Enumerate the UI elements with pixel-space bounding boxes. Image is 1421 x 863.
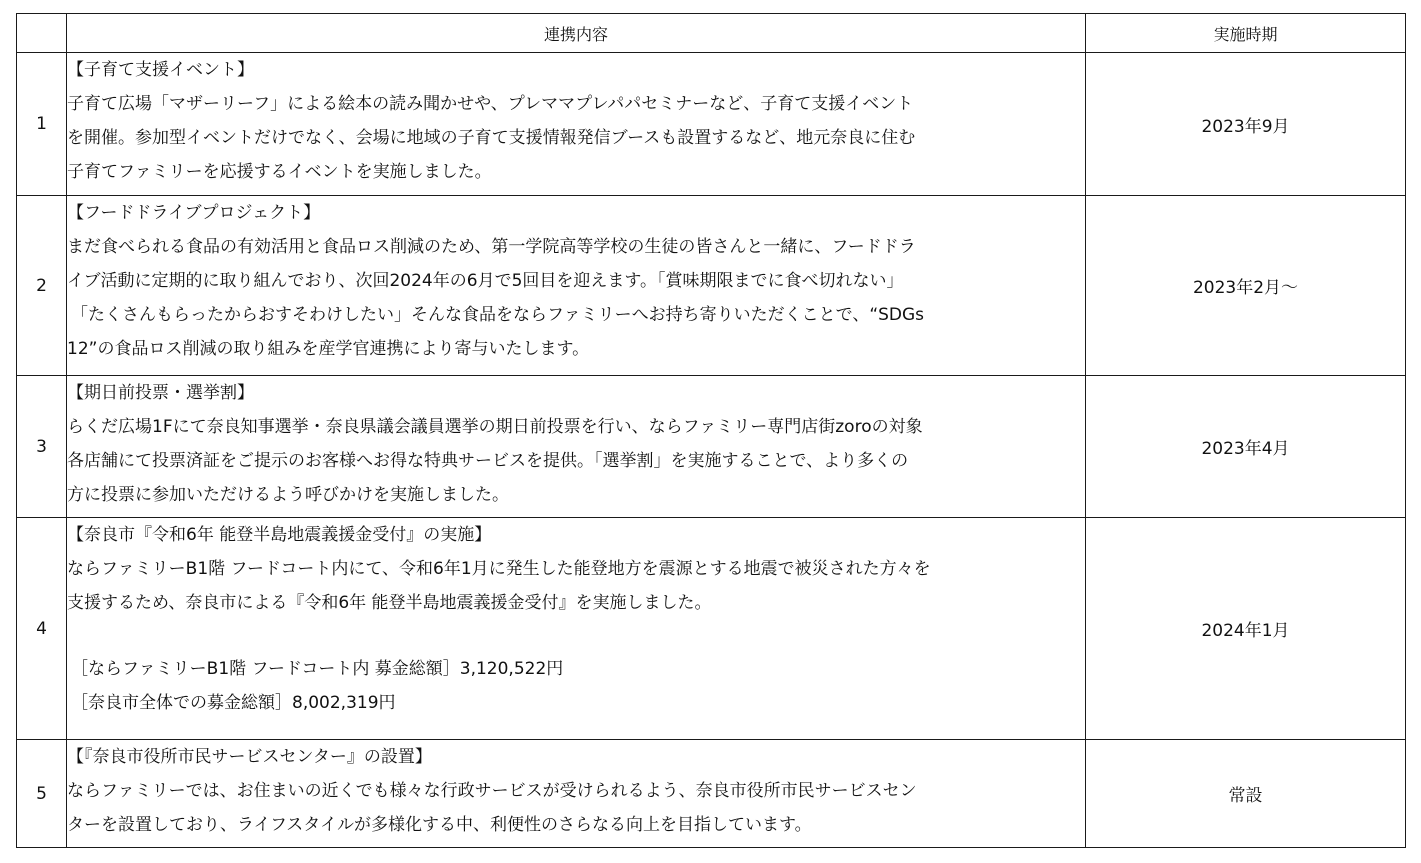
donation-total-city: ［奈良市全体での募金総額］8,002,319円 [71,693,396,713]
header-period: 実施時期 [1086,14,1406,53]
table-row [17,376,1406,518]
row-blank-line [67,620,1085,652]
row-text-line: を開催。参加型イベントだけでなく、会場に地域の子育て支援情報発信ブースも設置するなど、地元奈良に住む [67,128,916,148]
row-period: 2023年2月～ [1086,196,1406,376]
row-text-line: 各店舗にて投票済証をご提示のお客様へお得な特典サービスを提供。「選挙割」を実施することで、より多くの [67,451,909,471]
row-title: 【奈良市『令和6年 能登半島地震義援金受付』の実施】 [67,525,492,545]
row-content [67,376,1086,518]
row-period: 2023年9月 [1086,53,1406,196]
row-text-line: らくだ広場1Fにて奈良知事選挙・奈良県議会議員選挙の期日前投票を行い、ならファミリー専門店街zoroの対象 [67,417,923,437]
row-text-line: ターを設置しており、ライフスタイルが多様化する中、利便性のさらなる向上を目指しています。 [67,815,812,835]
row-title: 【子育て支援イベント】 [67,60,254,80]
table-row [17,196,1406,376]
row-text-line: 12”の食品ロス削減の取り組みを産学官連携により寄与いたします。 [67,339,590,359]
row-content [67,518,1086,740]
row-title: 【期日前投票・選挙割】 [67,383,254,403]
row-title: 【『奈良市役所市民サービスセンター』の設置】 [67,747,432,767]
row-number: 3 [17,376,67,518]
row-number: 2 [17,196,67,376]
row-text-line: 「たくさんもらったからおすそわけしたい」そんな食品をならファミリーへお持ち寄りいただくことで、“SDGs [71,305,925,325]
row-text-line: イブ活動に定期的に取り組んでおり、次回2024年の6月で5回目を迎えます。「賞味期限までに食べ切れない」 [67,271,904,291]
row-text-line: 子育てファミリーを応援するイベントを実施しました。 [67,162,492,182]
row-number: 4 [17,518,67,740]
row-period: 常設 [1086,740,1406,848]
row-period: 2024年1月 [1086,518,1406,740]
table-row [17,740,1406,848]
header-content: 連携内容 [67,14,1086,53]
row-text-line: 子育て広場「マザーリーフ」による絵本の読み聞かせや、プレママプレパパセミナーなど、子育て支援イベント [67,94,914,114]
row-text-line: 方に投票に参加いただけるよう呼びかけを実施しました。 [67,485,509,505]
row-number: 1 [17,53,67,196]
row-text-line: 支援するため、奈良市による『令和6年 能登半島地震義援金受付』を実施しました。 [67,593,712,613]
row-number: 5 [17,740,67,848]
row-content [67,196,1086,376]
donation-total-foodcourt: ［ならファミリーB1階 フードコート内 募金総額］3,120,522円 [71,659,564,679]
table-row [17,53,1406,196]
row-text-line: ならファミリーでは、お住まいの近くでも様々な行政サービスが受けられるよう、奈良市役所市民サービスセン [67,781,917,801]
row-title: 【フードドライブプロジェクト】 [67,203,321,223]
row-text-line: ならファミリーB1階 フードコート内にて、令和6年1月に発生した能登地方を震源とする地震で被災された方々を [67,559,931,579]
header-number [17,14,67,53]
row-text-line: まだ食べられる食品の有効活用と食品ロス削減のため、第一学院高等学校の生徒の皆さんと一緒に、フードドラ [67,237,916,257]
row-period: 2023年4月 [1086,376,1406,518]
row-content [67,740,1086,848]
header-row [17,14,1406,53]
table-row [17,518,1406,740]
collaboration-table [16,13,1406,848]
row-content [67,53,1086,196]
